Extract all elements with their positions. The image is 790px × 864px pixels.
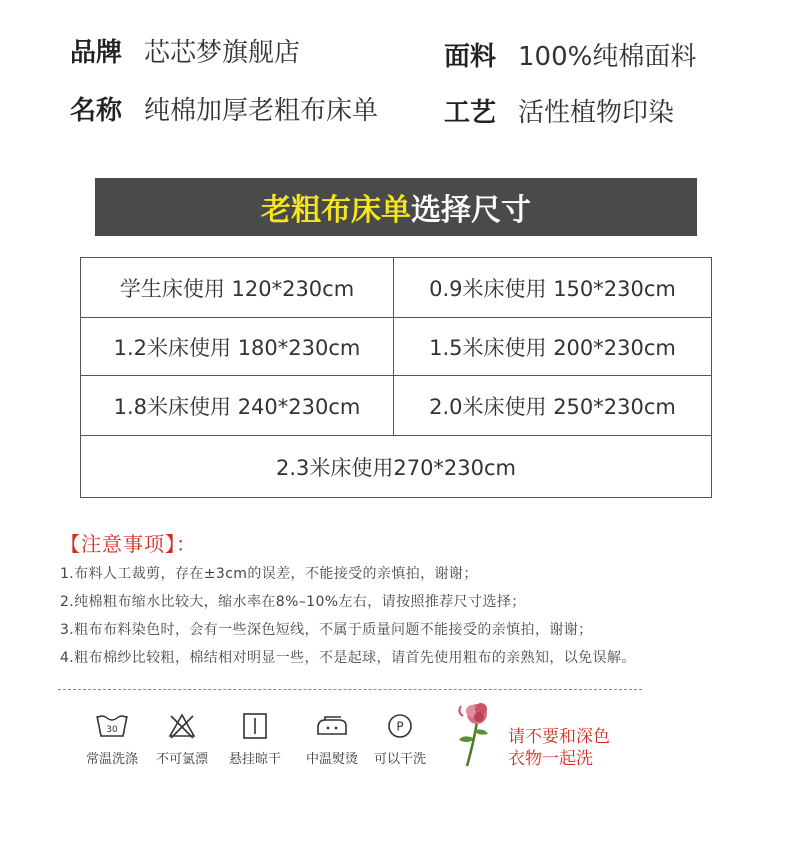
warning-line: 请不要和深色	[508, 727, 610, 747]
fabric-row	[444, 36, 696, 73]
care-label: 常温洗涤	[85, 752, 138, 767]
product-info	[0, 0, 790, 140]
name-label: 名称	[70, 96, 123, 126]
care-item-dry-clean	[360, 712, 440, 767]
wash-30-icon	[95, 712, 129, 740]
size-cell: 1.8米床使用 240*230cm	[81, 376, 394, 436]
care-instructions	[0, 700, 790, 800]
notice-line: 2.纯棉粗布缩水比较大，缩水率在8%–10%左右，请按照推荐尺寸选择；	[60, 594, 526, 610]
craft-row	[444, 92, 674, 129]
care-label: 中温熨烫	[305, 752, 358, 767]
dark-wash-warning	[508, 726, 610, 770]
divider	[58, 689, 642, 690]
craft-value: 活性植物印染	[518, 98, 675, 128]
dry-clean-letter: P	[396, 719, 404, 734]
care-item-wash	[72, 712, 152, 767]
brand-row	[70, 32, 300, 69]
size-cell: 0.9米床使用 150*230cm	[394, 258, 711, 318]
fabric-label: 面料	[444, 42, 497, 72]
banner-highlight: 老粗布床单	[261, 193, 411, 228]
size-selection-banner	[95, 178, 697, 236]
hang-dry-icon	[241, 712, 269, 740]
notice-line: 3.粗布布料染色时，会有一些深色短线，不属于质量问题不能接受的亲慎拍，谢谢；	[60, 622, 593, 638]
size-cell: 1.2米床使用 180*230cm	[81, 318, 394, 376]
fabric-value: 100%纯棉面料	[518, 42, 697, 72]
notice-line: 1.布料人工裁剪，存在±3cm的误差，不能接受的亲慎拍，谢谢；	[60, 566, 478, 582]
name-value: 纯棉加厚老粗布床单	[144, 96, 379, 126]
care-label: 不可氯漂	[155, 752, 208, 767]
notice-list	[60, 560, 780, 672]
brand-label: 品牌	[70, 38, 123, 68]
size-cell: 学生床使用 120*230cm	[81, 258, 394, 318]
warning-line: 衣物一起洗	[508, 749, 593, 769]
size-cell: 2.0米床使用 250*230cm	[394, 376, 711, 436]
notice-title: 【注意事项】：	[60, 532, 197, 556]
dry-clean-icon	[385, 712, 415, 740]
size-cell: 1.5米床使用 200*230cm	[394, 318, 711, 376]
notice-line: 4.粗布棉纱比较粗，棉结相对明显一些，不是起球，请首先使用粗布的亲熟知，以免误解。	[60, 650, 636, 666]
rose-icon	[455, 700, 505, 770]
size-table	[80, 257, 712, 498]
name-row	[70, 90, 378, 127]
no-bleach-icon	[167, 712, 197, 740]
size-cell: 2.3米床使用270*230cm	[275, 455, 517, 480]
wash-temperature: 30	[106, 725, 118, 735]
care-item-hang-dry	[215, 712, 295, 767]
craft-label: 工艺	[444, 98, 497, 128]
care-label: 可以干洗	[373, 752, 426, 767]
banner-rest: 选择尺寸	[411, 193, 531, 228]
brand-value: 芯芯梦旗舰店	[144, 38, 301, 68]
iron-medium-icon	[315, 712, 349, 740]
care-label: 悬挂晾干	[228, 752, 281, 767]
care-item-no-bleach	[142, 712, 222, 767]
